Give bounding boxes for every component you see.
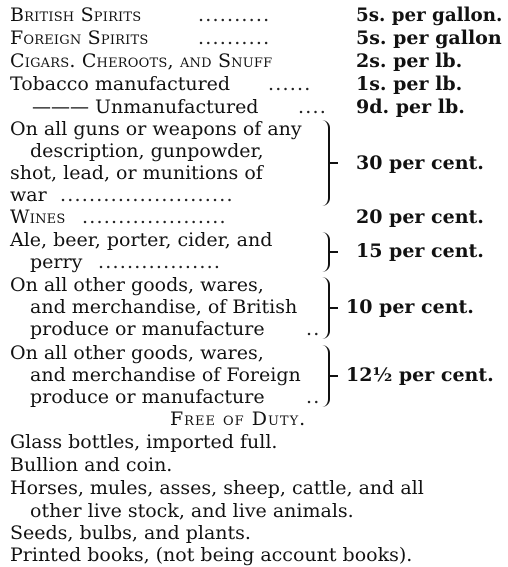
arms-line-1 [0,118,508,141]
dot-leader: .......... [198,27,271,49]
arms-rate-row [0,152,508,175]
free-item [0,454,508,477]
dot-leader: .. [306,318,321,340]
duty-label: ——— Unmanufactured [32,96,259,118]
free-item-text: Glass bottles, imported full. [10,431,278,453]
foreign-goods-text: produce or manufacture [30,386,265,408]
duty-row-wines [0,206,508,229]
dot-leader: ...... [268,73,312,95]
free-item-text: Bullion and coin. [10,454,173,476]
dot-leader: ........................ [60,184,234,206]
duty-row-foreign-spirits [0,27,508,50]
arms-text: war [10,184,47,206]
duty-rate: 10 per cent. [346,296,474,318]
arms-text: On all guns or weapons of any [10,118,302,140]
foreign-goods-text: On all other goods, wares, [10,342,264,364]
dot-leader: .... [298,96,327,118]
duty-rate: 2s. per lb. [356,50,463,72]
arms-line-4 [0,184,508,207]
duty-rate: 20 per cent. [356,206,484,228]
arms-text: description, gunpowder, [30,140,264,162]
duty-label: Wines [10,206,66,228]
foreign-goods-line-3 [0,386,508,409]
british-goods-text: On all other goods, wares, [10,274,264,296]
ale-text: perry [30,251,83,273]
ale-rate-row [0,240,508,263]
dot-leader: .. [306,386,321,408]
free-item-text: Seeds, bulbs, and plants. [10,522,251,544]
duty-rate: 9d. per lb. [356,96,465,118]
duty-label: British Spirits [10,4,142,26]
duty-label: Tobacco manufactured [10,73,231,95]
dot-leader: .................... [82,206,227,228]
dot-leader: ................. [98,251,222,273]
free-item [0,500,508,523]
duty-row-british-spirits [0,4,508,27]
duty-label: Cigars. Cheroots, and Snuff [10,50,273,72]
foreign-goods-rate-row [0,364,508,387]
british-goods-text: produce or manufacture [30,318,265,340]
free-item [0,544,508,567]
british-goods-line-1 [0,274,508,297]
duty-rate: 5s. per gallon [356,27,502,49]
free-item-text: Printed books, (not being account books). [10,544,413,566]
free-item [0,477,508,500]
free-item [0,431,508,454]
free-of-duty-heading: Free of Duty. [170,408,307,430]
british-goods-line-3 [0,318,508,341]
foreign-goods-line-1 [0,342,508,365]
free-item-text: Horses, mules, asses, sheep, cattle, and all [10,477,424,499]
free-item [0,522,508,545]
british-goods-text: and merchandise, of British [30,296,298,318]
duty-row-tobacco-unmanufactured [0,96,508,119]
dot-leader: .......... [198,4,271,26]
duty-rate: 12½ per cent. [346,364,494,386]
duty-rate: 30 per cent. [356,152,484,174]
duty-row-tobacco-manufactured [0,73,508,96]
ale-text: Ale, beer, porter, cider, and [10,229,273,251]
british-goods-rate-row [0,296,508,319]
duty-rate: 1s. per lb. [356,73,463,95]
duty-rate: 15 per cent. [356,240,484,262]
duty-row-cigars [0,50,508,73]
duty-label: Foreign Spirits [10,27,149,49]
arms-text: shot, lead, or munitions of [10,162,263,184]
duty-rate: 5s. per gallon. [356,4,503,26]
foreign-goods-text: and merchandise of Foreign [30,364,301,386]
free-item-text: other live stock, and live animals. [30,500,354,522]
